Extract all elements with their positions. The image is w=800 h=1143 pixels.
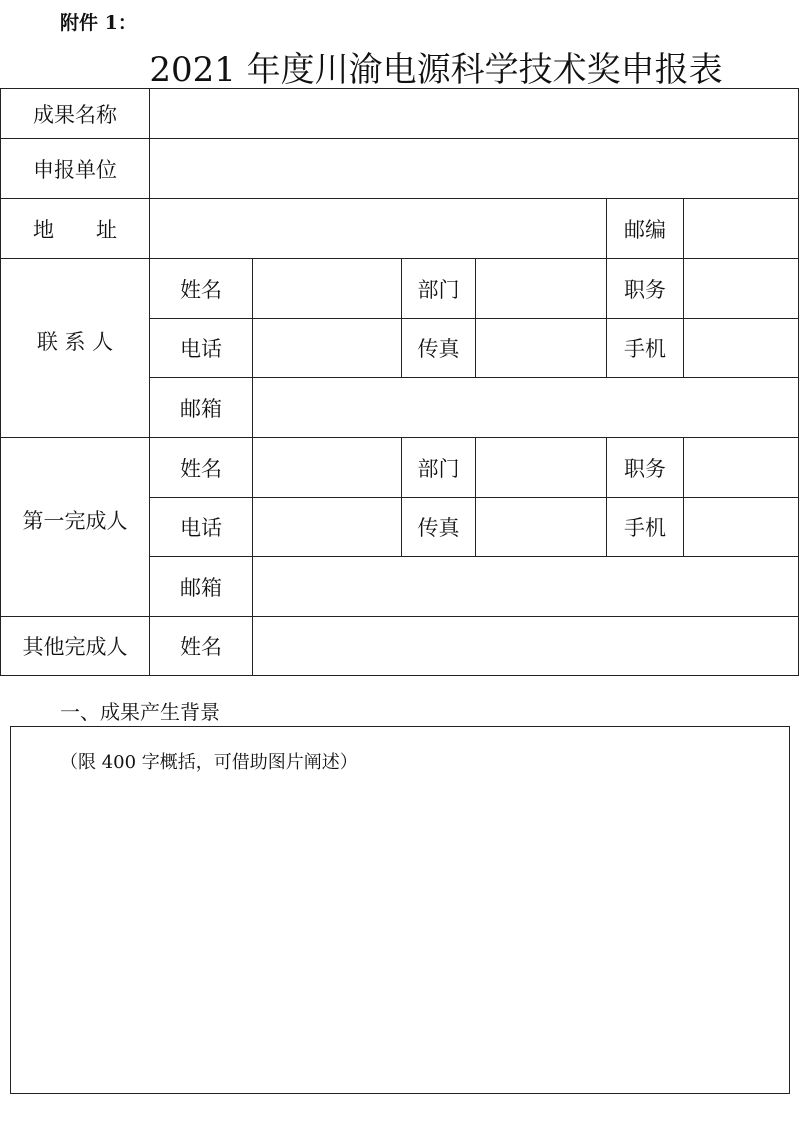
section-background-title: 一、成果产生背景 (60, 700, 220, 724)
first-completer-name-label: 姓名 (150, 438, 253, 498)
first-completer-fax-label: 传真 (402, 498, 476, 557)
first-completer-fax-field[interactable] (476, 498, 607, 557)
first-completer-phone-field[interactable] (253, 498, 402, 557)
contact-fax-label: 传真 (402, 319, 476, 378)
background-text-area[interactable] (10, 726, 790, 1094)
contact-person-label: 联 系 人 (0, 259, 150, 438)
first-completer-email-label: 邮箱 (150, 557, 253, 617)
achievement-name-label: 成果名称 (0, 88, 150, 139)
first-completer-phone-label: 电话 (150, 498, 253, 557)
attachment-label: 附件 1： (60, 12, 137, 34)
postal-code-field[interactable] (684, 199, 799, 259)
address-label: 地 址 (0, 199, 150, 259)
first-completer-department-field[interactable] (476, 438, 607, 498)
first-completer-mobile-label: 手机 (607, 498, 684, 557)
background-hint: （限 400 字概括，可借助图片阐述） (60, 752, 358, 773)
contact-fax-field[interactable] (476, 319, 607, 378)
first-completer-label: 第一完成人 (0, 438, 150, 617)
other-completers-name-label: 姓名 (150, 617, 253, 676)
address-field[interactable] (150, 199, 607, 259)
contact-name-field[interactable] (253, 259, 402, 319)
contact-department-field[interactable] (476, 259, 607, 319)
contact-email-field[interactable] (253, 378, 799, 438)
first-completer-name-field[interactable] (253, 438, 402, 498)
other-completers-label: 其他完成人 (0, 617, 150, 676)
contact-name-label: 姓名 (150, 259, 253, 319)
contact-position-field[interactable] (684, 259, 799, 319)
first-completer-email-field[interactable] (253, 557, 799, 617)
first-completer-mobile-field[interactable] (684, 498, 799, 557)
applicant-unit-label: 申报单位 (0, 139, 150, 199)
applicant-unit-field[interactable] (150, 139, 799, 199)
postal-code-label: 邮编 (607, 199, 684, 259)
contact-position-label: 职务 (607, 259, 684, 319)
first-completer-position-field[interactable] (684, 438, 799, 498)
other-completers-name-field[interactable] (253, 617, 799, 676)
page-title: 2021 年度川渝电源科学技术奖申报表 (149, 50, 723, 90)
application-form-table (0, 88, 799, 676)
contact-phone-field[interactable] (253, 319, 402, 378)
contact-phone-label: 电话 (150, 319, 253, 378)
contact-department-label: 部门 (402, 259, 476, 319)
contact-mobile-label: 手机 (607, 319, 684, 378)
first-completer-position-label: 职务 (607, 438, 684, 498)
contact-mobile-field[interactable] (684, 319, 799, 378)
achievement-name-field[interactable] (150, 88, 799, 139)
contact-email-label: 邮箱 (150, 378, 253, 438)
first-completer-department-label: 部门 (402, 438, 476, 498)
